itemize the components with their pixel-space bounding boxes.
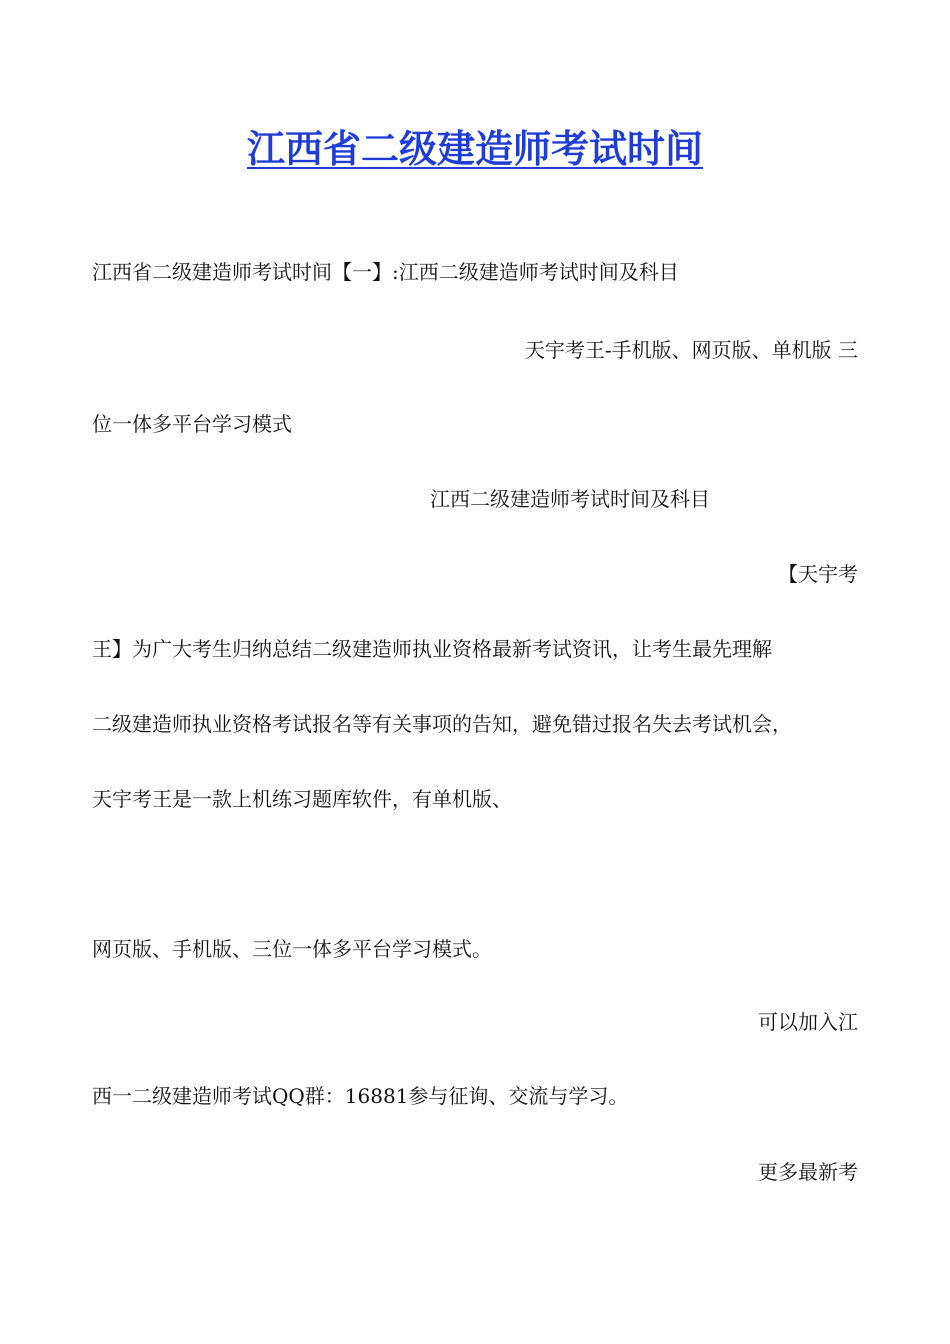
document-title-link[interactable]: 江西省二级建造师考试时间 bbox=[246, 126, 703, 171]
paragraph-line-1: 江西省二级建造师考试时间【一】:江西二级建造师考试时间及科目 bbox=[92, 260, 679, 284]
paragraph-line-8: 天宇考王是一款上机练习题库软件，有单机版、 bbox=[92, 787, 512, 811]
paragraph-line-10: 可以加入江 bbox=[758, 1010, 858, 1034]
paragraph-line-3: 位一体多平台学习模式 bbox=[92, 412, 292, 436]
paragraph-line-9: 网页版、手机版、三位一体多平台学习模式。 bbox=[92, 937, 492, 961]
paragraph-line-5: 【天宇考 bbox=[778, 562, 858, 586]
subheading-line: 江西二级建造师考试时间及科目 bbox=[430, 487, 710, 511]
paragraph-line-6: 王】为广大考生归纳总结二级建造师执业资格最新考试资讯，让考生最先理解 bbox=[92, 637, 772, 661]
paragraph-line-12: 更多最新考 bbox=[758, 1160, 858, 1184]
paragraph-line-2: 天宇考王-手机版、网页版、单机版 三 bbox=[524, 338, 858, 362]
paragraph-line-11: 西一二级建造师考试QQ群：16881参与征询、交流与学习。 bbox=[92, 1084, 629, 1108]
paragraph-line-7: 二级建造师执业资格考试报名等有关事项的告知，避免错过报名失去考试机会， bbox=[92, 712, 792, 736]
